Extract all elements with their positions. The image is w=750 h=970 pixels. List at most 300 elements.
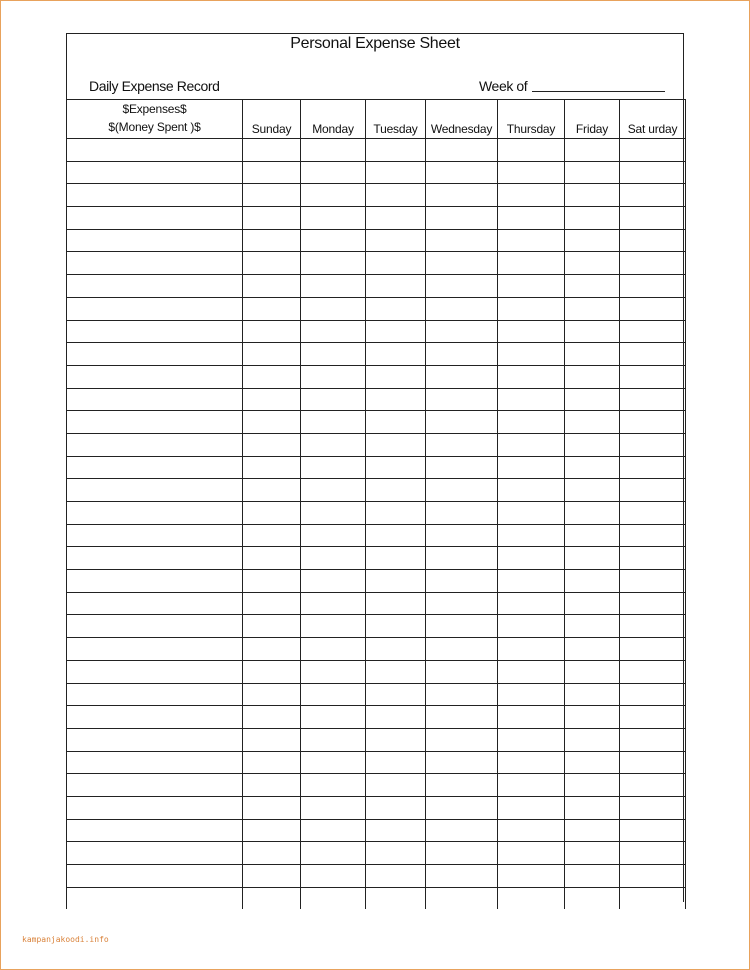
day-amount-cell[interactable]	[301, 570, 366, 593]
day-amount-cell[interactable]	[301, 343, 366, 366]
day-amount-cell[interactable]	[426, 796, 498, 819]
day-amount-cell[interactable]	[565, 229, 620, 252]
day-amount-cell[interactable]	[243, 887, 301, 909]
table-row	[67, 139, 686, 162]
expense-item-cell[interactable]	[67, 229, 243, 252]
day-amount-cell[interactable]	[243, 570, 301, 593]
day-amount-cell[interactable]	[301, 320, 366, 343]
day-amount-cell[interactable]	[301, 275, 366, 298]
table-row	[67, 615, 686, 638]
day-amount-cell[interactable]	[498, 207, 565, 230]
day-amount-cell[interactable]	[301, 388, 366, 411]
day-amount-cell[interactable]	[366, 751, 426, 774]
day-amount-cell[interactable]	[426, 365, 498, 388]
day-amount-cell[interactable]	[565, 865, 620, 888]
expense-item-cell[interactable]	[67, 547, 243, 570]
day-amount-cell[interactable]	[498, 660, 565, 683]
day-amount-cell[interactable]	[498, 433, 565, 456]
day-header-wednesday: Wednesday	[426, 100, 498, 139]
header-row	[67, 100, 686, 139]
day-amount-cell[interactable]	[565, 842, 620, 865]
day-amount-cell[interactable]	[620, 365, 686, 388]
day-amount-cell[interactable]	[498, 570, 565, 593]
day-amount-cell[interactable]	[301, 683, 366, 706]
day-amount-cell[interactable]	[243, 252, 301, 275]
day-amount-cell[interactable]	[565, 887, 620, 909]
expense-item-cell[interactable]	[67, 728, 243, 751]
day-amount-cell[interactable]	[426, 615, 498, 638]
day-amount-cell[interactable]	[301, 365, 366, 388]
day-amount-cell[interactable]	[366, 706, 426, 729]
day-amount-cell[interactable]	[565, 252, 620, 275]
table-row	[67, 751, 686, 774]
table-row	[67, 343, 686, 366]
day-amount-cell[interactable]	[366, 343, 426, 366]
day-amount-cell[interactable]	[498, 161, 565, 184]
day-amount-cell[interactable]	[243, 456, 301, 479]
table-row	[67, 728, 686, 751]
expense-item-cell[interactable]	[67, 842, 243, 865]
day-amount-cell[interactable]	[620, 592, 686, 615]
day-amount-cell[interactable]	[565, 433, 620, 456]
day-amount-cell[interactable]	[301, 207, 366, 230]
day-amount-cell[interactable]	[426, 638, 498, 661]
expense-item-cell[interactable]	[67, 592, 243, 615]
day-amount-cell[interactable]	[243, 275, 301, 298]
day-amount-cell[interactable]	[620, 479, 686, 502]
day-amount-cell[interactable]	[498, 297, 565, 320]
day-amount-cell[interactable]	[366, 660, 426, 683]
day-amount-cell[interactable]	[498, 252, 565, 275]
day-amount-cell[interactable]	[498, 184, 565, 207]
day-amount-cell[interactable]	[620, 570, 686, 593]
day-amount-cell[interactable]	[243, 433, 301, 456]
day-amount-cell[interactable]	[620, 865, 686, 888]
day-amount-cell[interactable]	[498, 320, 565, 343]
day-amount-cell[interactable]	[243, 388, 301, 411]
day-amount-cell[interactable]	[565, 660, 620, 683]
day-amount-cell[interactable]	[426, 433, 498, 456]
day-amount-cell[interactable]	[243, 411, 301, 434]
day-amount-cell[interactable]	[366, 887, 426, 909]
day-amount-cell[interactable]	[565, 365, 620, 388]
daily-record-label: Daily Expense Record	[89, 78, 220, 94]
day-amount-cell[interactable]	[366, 252, 426, 275]
day-amount-cell[interactable]	[620, 229, 686, 252]
expense-item-cell[interactable]	[67, 819, 243, 842]
day-amount-cell[interactable]	[620, 139, 686, 162]
table-row	[67, 433, 686, 456]
expense-item-cell[interactable]	[67, 207, 243, 230]
day-amount-cell[interactable]	[301, 524, 366, 547]
day-amount-cell[interactable]	[565, 524, 620, 547]
day-amount-cell[interactable]	[565, 388, 620, 411]
day-amount-cell[interactable]	[243, 592, 301, 615]
day-amount-cell[interactable]	[426, 161, 498, 184]
day-amount-cell[interactable]	[565, 819, 620, 842]
day-amount-cell[interactable]	[565, 796, 620, 819]
day-amount-cell[interactable]	[498, 706, 565, 729]
day-amount-cell[interactable]	[243, 547, 301, 570]
day-amount-cell[interactable]	[243, 320, 301, 343]
day-amount-cell[interactable]	[498, 411, 565, 434]
day-amount-cell[interactable]	[565, 592, 620, 615]
expense-item-cell[interactable]	[67, 161, 243, 184]
expense-item-cell[interactable]	[67, 456, 243, 479]
expense-item-cell[interactable]	[67, 433, 243, 456]
day-amount-cell[interactable]	[366, 433, 426, 456]
expense-item-cell[interactable]	[67, 660, 243, 683]
day-amount-cell[interactable]	[301, 502, 366, 525]
day-amount-cell[interactable]	[366, 184, 426, 207]
day-amount-cell[interactable]	[243, 184, 301, 207]
expense-item-cell[interactable]	[67, 638, 243, 661]
day-amount-cell[interactable]	[366, 819, 426, 842]
day-amount-cell[interactable]	[565, 184, 620, 207]
day-header-thursday: Thursday	[498, 100, 565, 139]
day-amount-cell[interactable]	[243, 865, 301, 888]
day-amount-cell[interactable]	[426, 683, 498, 706]
table-row	[67, 819, 686, 842]
day-amount-cell[interactable]	[620, 796, 686, 819]
day-amount-cell[interactable]	[426, 524, 498, 547]
day-amount-cell[interactable]	[620, 252, 686, 275]
day-amount-cell[interactable]	[301, 887, 366, 909]
day-amount-cell[interactable]	[243, 706, 301, 729]
day-amount-cell[interactable]	[366, 547, 426, 570]
table-row	[67, 774, 686, 797]
day-amount-cell[interactable]	[426, 297, 498, 320]
day-amount-cell[interactable]	[620, 388, 686, 411]
day-amount-cell[interactable]	[426, 728, 498, 751]
day-amount-cell[interactable]	[301, 229, 366, 252]
day-amount-cell[interactable]	[426, 660, 498, 683]
day-amount-cell[interactable]	[620, 184, 686, 207]
day-amount-cell[interactable]	[243, 207, 301, 230]
day-header-sunday: Sunday	[243, 100, 301, 139]
day-amount-cell[interactable]	[366, 524, 426, 547]
day-amount-cell[interactable]	[366, 479, 426, 502]
day-amount-cell[interactable]	[498, 774, 565, 797]
day-amount-cell[interactable]	[565, 728, 620, 751]
day-amount-cell[interactable]	[426, 275, 498, 298]
day-amount-cell[interactable]	[565, 751, 620, 774]
day-amount-cell[interactable]	[301, 865, 366, 888]
day-amount-cell[interactable]	[243, 819, 301, 842]
day-amount-cell[interactable]	[498, 819, 565, 842]
day-amount-cell[interactable]	[620, 502, 686, 525]
day-amount-cell[interactable]	[620, 638, 686, 661]
expense-item-cell[interactable]	[67, 524, 243, 547]
day-amount-cell[interactable]	[620, 683, 686, 706]
day-amount-cell[interactable]	[426, 229, 498, 252]
day-amount-cell[interactable]	[301, 796, 366, 819]
day-amount-cell[interactable]	[301, 706, 366, 729]
expense-item-cell[interactable]	[67, 774, 243, 797]
day-amount-cell[interactable]	[366, 456, 426, 479]
day-amount-cell[interactable]	[366, 728, 426, 751]
day-amount-cell[interactable]	[620, 524, 686, 547]
day-amount-cell[interactable]	[620, 728, 686, 751]
day-amount-cell[interactable]	[243, 796, 301, 819]
day-amount-cell[interactable]	[426, 184, 498, 207]
day-amount-cell[interactable]	[243, 343, 301, 366]
sheet-title: Personal Expense Sheet	[290, 35, 460, 52]
day-amount-cell[interactable]	[426, 774, 498, 797]
expense-item-cell[interactable]	[67, 865, 243, 888]
day-amount-cell[interactable]	[565, 411, 620, 434]
day-amount-cell[interactable]	[565, 320, 620, 343]
day-amount-cell[interactable]	[565, 683, 620, 706]
day-amount-cell[interactable]	[243, 229, 301, 252]
day-header-monday: Monday	[301, 100, 366, 139]
day-amount-cell[interactable]	[620, 819, 686, 842]
day-amount-cell[interactable]	[301, 479, 366, 502]
day-amount-cell[interactable]	[301, 842, 366, 865]
day-amount-cell[interactable]	[301, 638, 366, 661]
day-amount-cell[interactable]	[426, 592, 498, 615]
day-amount-cell[interactable]	[498, 842, 565, 865]
day-amount-cell[interactable]	[366, 161, 426, 184]
day-amount-cell[interactable]	[426, 819, 498, 842]
day-amount-cell[interactable]	[620, 411, 686, 434]
day-amount-cell[interactable]	[243, 297, 301, 320]
expense-sheet	[66, 33, 684, 902]
day-amount-cell[interactable]	[498, 343, 565, 366]
expense-item-cell[interactable]	[67, 796, 243, 819]
day-amount-cell[interactable]	[498, 751, 565, 774]
day-amount-cell[interactable]	[565, 570, 620, 593]
day-amount-cell[interactable]	[565, 479, 620, 502]
day-amount-cell[interactable]	[620, 433, 686, 456]
expense-item-cell[interactable]	[67, 411, 243, 434]
table-row	[67, 411, 686, 434]
day-amount-cell[interactable]	[426, 388, 498, 411]
day-amount-cell[interactable]	[366, 842, 426, 865]
expense-item-cell[interactable]	[67, 252, 243, 275]
day-amount-cell[interactable]	[301, 592, 366, 615]
day-amount-cell[interactable]	[498, 479, 565, 502]
day-amount-cell[interactable]	[426, 570, 498, 593]
day-amount-cell[interactable]	[620, 751, 686, 774]
day-amount-cell[interactable]	[366, 365, 426, 388]
day-amount-cell[interactable]	[366, 774, 426, 797]
day-amount-cell[interactable]	[366, 592, 426, 615]
day-header-saturday: Sat urday	[620, 100, 686, 139]
day-amount-cell[interactable]	[565, 207, 620, 230]
day-amount-cell[interactable]	[243, 638, 301, 661]
day-amount-cell[interactable]	[565, 547, 620, 570]
day-amount-cell[interactable]	[243, 615, 301, 638]
day-amount-cell[interactable]	[565, 502, 620, 525]
day-amount-cell[interactable]	[620, 615, 686, 638]
day-amount-cell[interactable]	[301, 751, 366, 774]
expense-item-cell[interactable]	[67, 615, 243, 638]
day-amount-cell[interactable]	[565, 139, 620, 162]
day-amount-cell[interactable]	[366, 388, 426, 411]
day-amount-cell[interactable]	[498, 592, 565, 615]
day-amount-cell[interactable]	[426, 320, 498, 343]
expense-item-cell[interactable]	[67, 479, 243, 502]
day-amount-cell[interactable]	[301, 297, 366, 320]
day-amount-cell[interactable]	[498, 615, 565, 638]
expense-item-cell[interactable]	[67, 365, 243, 388]
day-amount-cell[interactable]	[565, 297, 620, 320]
day-amount-cell[interactable]	[426, 751, 498, 774]
expenses-header-line1: $Expenses$	[122, 102, 187, 116]
day-amount-cell[interactable]	[426, 456, 498, 479]
day-amount-cell[interactable]	[243, 660, 301, 683]
day-amount-cell[interactable]	[426, 865, 498, 888]
day-amount-cell[interactable]	[426, 479, 498, 502]
expense-item-cell[interactable]	[67, 706, 243, 729]
expense-item-cell[interactable]	[67, 751, 243, 774]
day-amount-cell[interactable]	[498, 229, 565, 252]
day-amount-cell[interactable]	[498, 683, 565, 706]
day-amount-cell[interactable]	[301, 161, 366, 184]
expense-item-cell[interactable]	[67, 887, 243, 909]
day-amount-cell[interactable]	[620, 297, 686, 320]
day-amount-cell[interactable]	[426, 502, 498, 525]
day-amount-cell[interactable]	[620, 320, 686, 343]
day-amount-cell[interactable]	[366, 638, 426, 661]
table-row	[67, 320, 686, 343]
day-amount-cell[interactable]	[243, 683, 301, 706]
day-amount-cell[interactable]	[620, 774, 686, 797]
day-amount-cell[interactable]	[243, 365, 301, 388]
day-amount-cell[interactable]	[426, 411, 498, 434]
table-row	[67, 842, 686, 865]
table-row	[67, 796, 686, 819]
day-amount-cell[interactable]	[243, 502, 301, 525]
day-amount-cell[interactable]	[498, 365, 565, 388]
table-row	[67, 570, 686, 593]
expense-item-cell[interactable]	[67, 275, 243, 298]
day-amount-cell[interactable]	[366, 275, 426, 298]
day-amount-cell[interactable]	[565, 638, 620, 661]
day-amount-cell[interactable]	[301, 660, 366, 683]
day-amount-cell[interactable]	[565, 615, 620, 638]
day-amount-cell[interactable]	[243, 774, 301, 797]
day-amount-cell[interactable]	[366, 320, 426, 343]
day-amount-cell[interactable]	[426, 139, 498, 162]
day-amount-cell[interactable]	[366, 139, 426, 162]
day-amount-cell[interactable]	[301, 615, 366, 638]
day-amount-cell[interactable]	[243, 161, 301, 184]
day-amount-cell[interactable]	[366, 297, 426, 320]
day-amount-cell[interactable]	[498, 456, 565, 479]
expense-item-cell[interactable]	[67, 139, 243, 162]
day-amount-cell[interactable]	[243, 751, 301, 774]
day-amount-cell[interactable]	[498, 638, 565, 661]
day-amount-cell[interactable]	[426, 547, 498, 570]
day-amount-cell[interactable]	[620, 706, 686, 729]
day-amount-cell[interactable]	[498, 547, 565, 570]
day-amount-cell[interactable]	[301, 774, 366, 797]
day-amount-cell[interactable]	[301, 433, 366, 456]
day-amount-cell[interactable]	[620, 161, 686, 184]
day-amount-cell[interactable]	[498, 502, 565, 525]
day-amount-cell[interactable]	[620, 275, 686, 298]
expense-item-cell[interactable]	[67, 297, 243, 320]
day-amount-cell[interactable]	[426, 842, 498, 865]
expense-item-cell[interactable]	[67, 388, 243, 411]
day-amount-cell[interactable]	[620, 660, 686, 683]
day-amount-cell[interactable]	[426, 343, 498, 366]
day-amount-cell[interactable]	[301, 819, 366, 842]
day-amount-cell[interactable]	[620, 207, 686, 230]
day-amount-cell[interactable]	[301, 411, 366, 434]
day-amount-cell[interactable]	[301, 456, 366, 479]
day-amount-cell[interactable]	[498, 139, 565, 162]
day-amount-cell[interactable]	[301, 547, 366, 570]
day-amount-cell[interactable]	[366, 796, 426, 819]
day-amount-cell[interactable]	[366, 615, 426, 638]
day-amount-cell[interactable]	[243, 842, 301, 865]
day-amount-cell[interactable]	[565, 706, 620, 729]
day-amount-cell[interactable]	[366, 229, 426, 252]
day-amount-cell[interactable]	[243, 139, 301, 162]
expense-item-cell[interactable]	[67, 184, 243, 207]
day-amount-cell[interactable]	[565, 774, 620, 797]
expense-item-cell[interactable]	[67, 683, 243, 706]
day-amount-cell[interactable]	[498, 388, 565, 411]
expense-item-cell[interactable]	[67, 343, 243, 366]
day-amount-cell[interactable]	[620, 343, 686, 366]
day-amount-cell[interactable]	[498, 796, 565, 819]
day-amount-cell[interactable]	[366, 570, 426, 593]
day-amount-cell[interactable]	[620, 842, 686, 865]
expense-item-cell[interactable]	[67, 570, 243, 593]
day-amount-cell[interactable]	[565, 456, 620, 479]
day-amount-cell[interactable]	[301, 252, 366, 275]
day-amount-cell[interactable]	[498, 275, 565, 298]
day-amount-cell[interactable]	[426, 252, 498, 275]
table-row	[67, 706, 686, 729]
day-amount-cell[interactable]	[426, 887, 498, 909]
day-amount-cell[interactable]	[565, 343, 620, 366]
day-amount-cell[interactable]	[366, 411, 426, 434]
expense-item-cell[interactable]	[67, 502, 243, 525]
day-header-tuesday: Tuesday	[366, 100, 426, 139]
day-amount-cell[interactable]	[426, 207, 498, 230]
day-amount-cell[interactable]	[620, 547, 686, 570]
day-amount-cell[interactable]	[301, 184, 366, 207]
day-amount-cell[interactable]	[301, 139, 366, 162]
day-amount-cell[interactable]	[366, 207, 426, 230]
day-amount-cell[interactable]	[366, 502, 426, 525]
day-amount-cell[interactable]	[243, 524, 301, 547]
table-row	[67, 660, 686, 683]
day-amount-cell[interactable]	[301, 728, 366, 751]
day-amount-cell[interactable]	[243, 479, 301, 502]
day-amount-cell[interactable]	[498, 887, 565, 909]
day-amount-cell[interactable]	[243, 728, 301, 751]
table-row	[67, 229, 686, 252]
day-header-friday: Friday	[565, 100, 620, 139]
day-amount-cell[interactable]	[620, 456, 686, 479]
expense-item-cell[interactable]	[67, 320, 243, 343]
day-amount-cell[interactable]	[366, 865, 426, 888]
day-amount-cell[interactable]	[565, 161, 620, 184]
day-amount-cell[interactable]	[426, 706, 498, 729]
day-amount-cell[interactable]	[565, 275, 620, 298]
day-amount-cell[interactable]	[620, 887, 686, 909]
day-amount-cell[interactable]	[366, 683, 426, 706]
day-amount-cell[interactable]	[498, 865, 565, 888]
day-amount-cell[interactable]	[498, 728, 565, 751]
day-amount-cell[interactable]	[498, 524, 565, 547]
